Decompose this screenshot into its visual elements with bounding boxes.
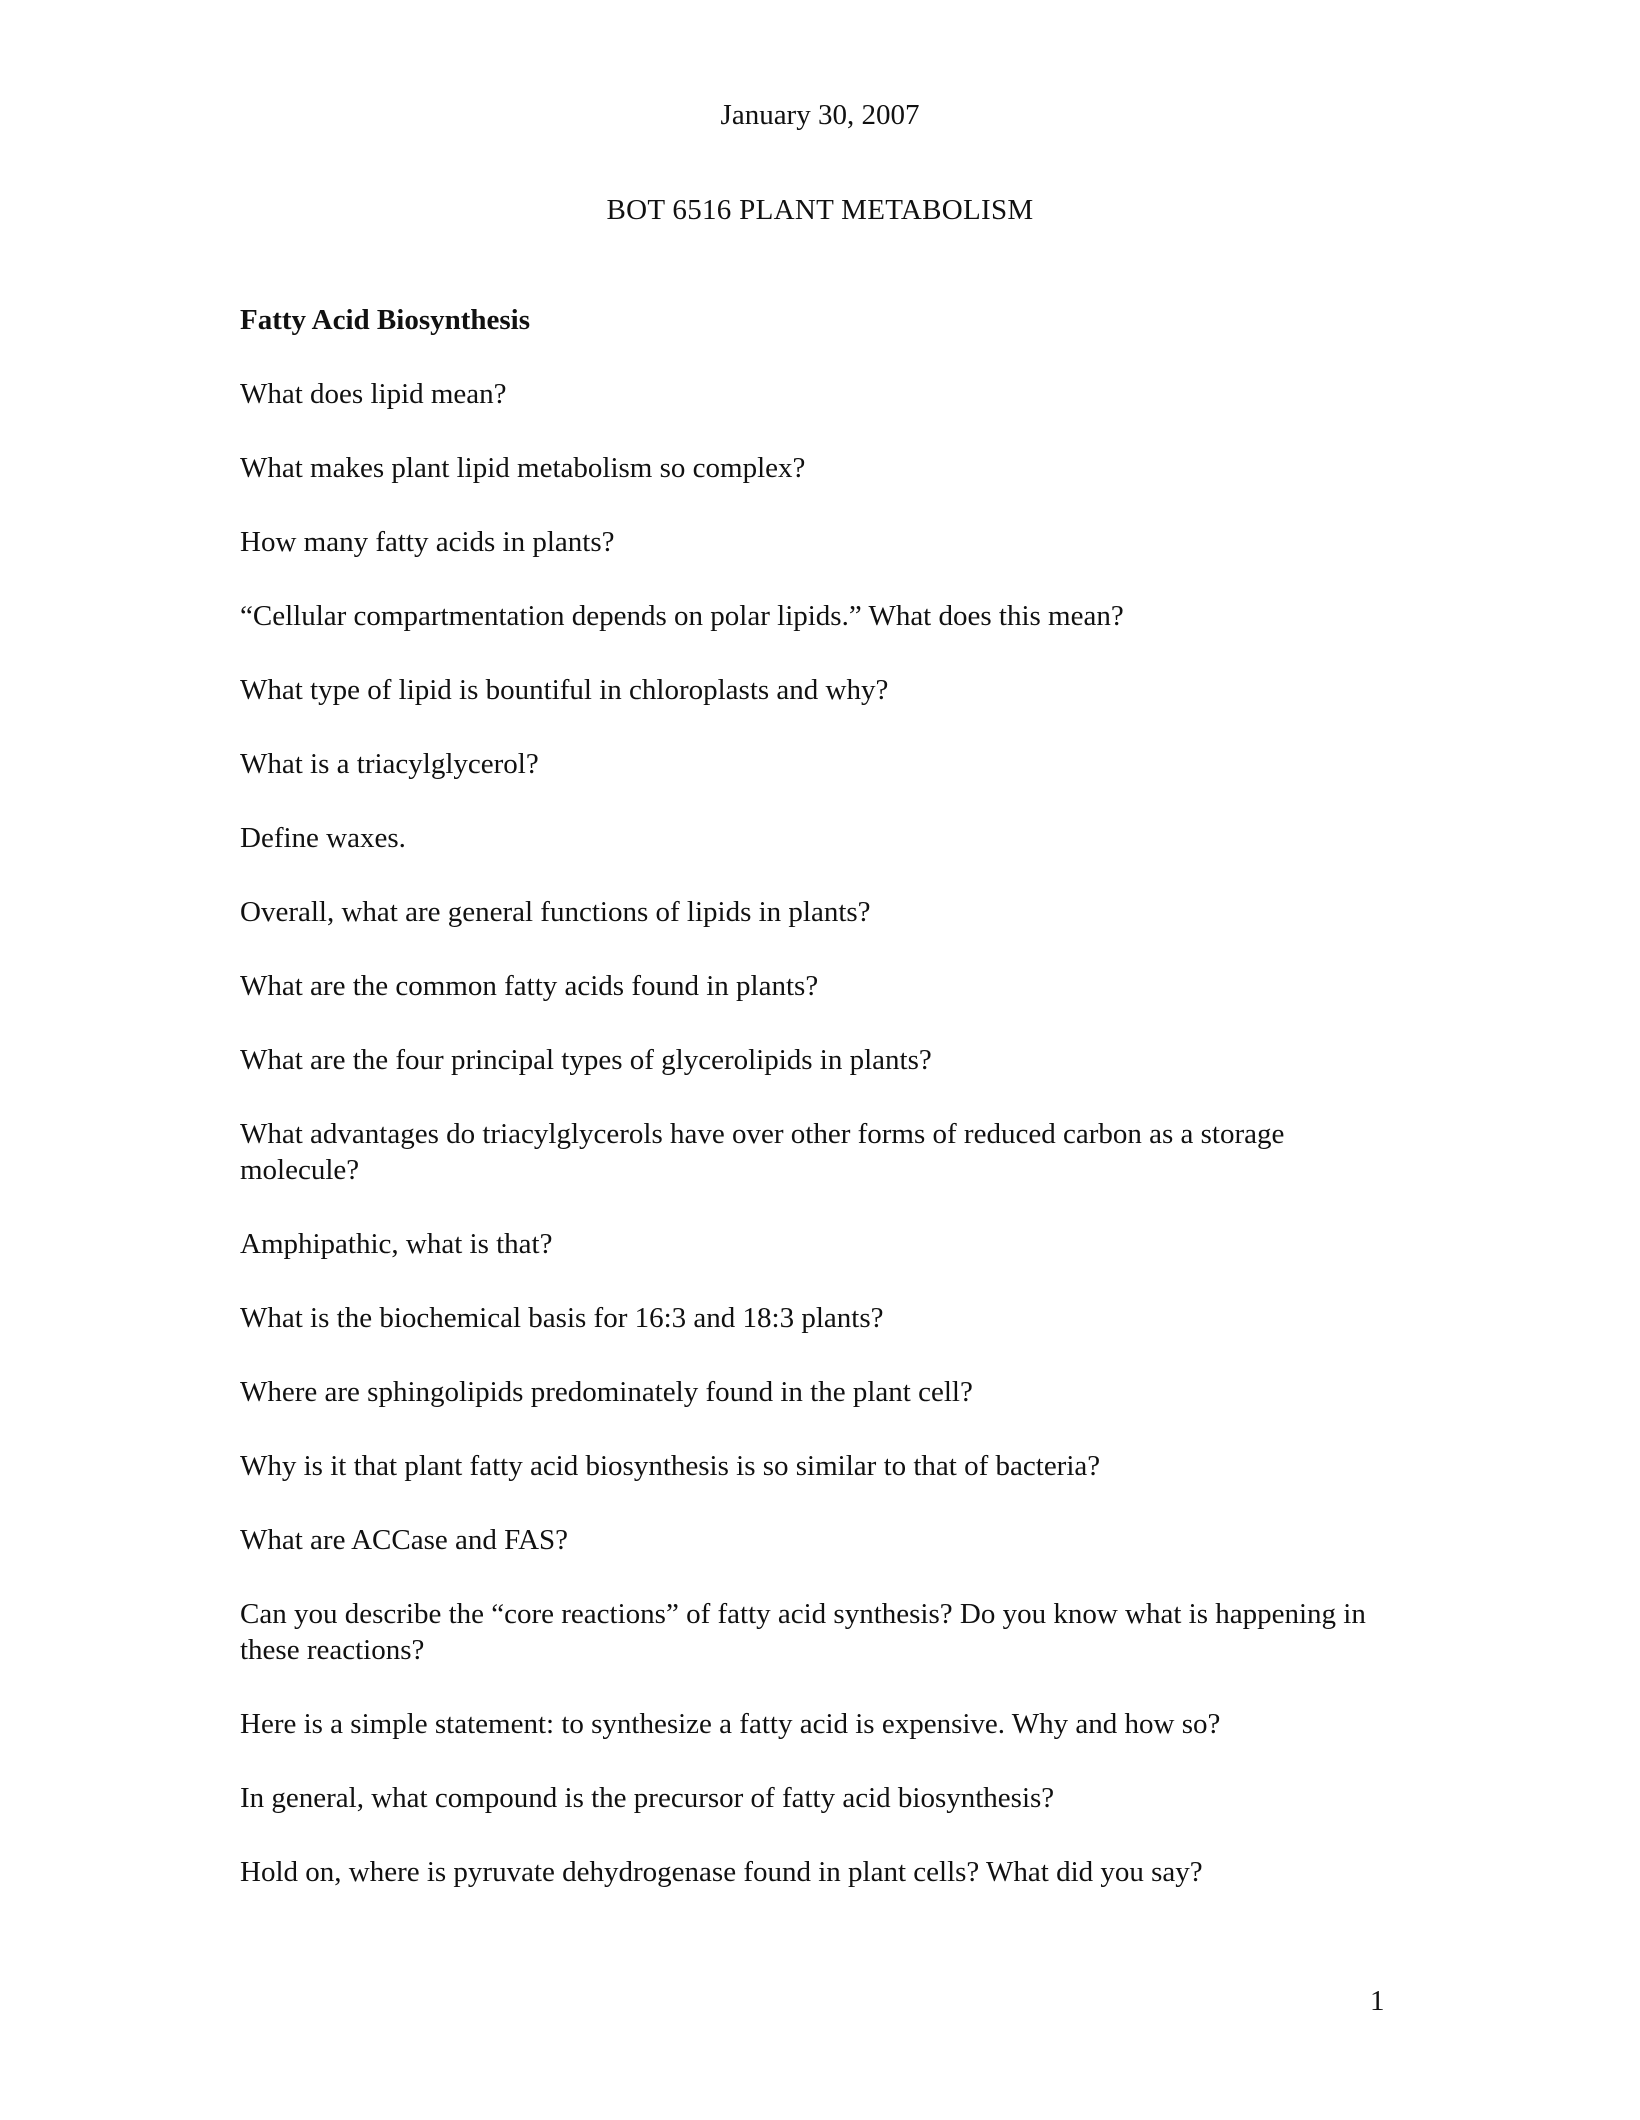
question-item: Why is it that plant fatty acid biosynthesis is so similar to that of bacteria? [240, 1450, 1101, 1482]
question-item: What type of lipid is bountiful in chloroplasts and why? [240, 674, 889, 706]
page-number: 1 [1370, 1985, 1385, 2017]
question-item: What are ACCase and FAS? [240, 1524, 569, 1556]
question-item: Overall, what are general functions of lipids in plants? [240, 896, 871, 928]
question-item: Define waxes. [240, 822, 406, 854]
question-item: What are the common fatty acids found in plants? [240, 970, 819, 1002]
question-item: What is a triacylglycerol? [240, 748, 539, 780]
question-item: Can you describe the “core reactions” of fatty acid synthesis? Do you know what is happening in these reactions? [240, 1598, 1366, 1666]
question-item: What advantages do triacylglycerols have over other forms of reduced carbon as a storage molecule? [240, 1118, 1285, 1186]
question-item: Where are sphingolipids predominately found in the plant cell? [240, 1376, 973, 1408]
question-item: What does lipid mean? [240, 378, 507, 410]
question-item: What is the biochemical basis for 16:3 and 18:3 plants? [240, 1302, 884, 1334]
question-item: What are the four principal types of glycerolipids in plants? [240, 1044, 932, 1076]
question-item: Hold on, where is pyruvate dehydrogenase found in plant cells? What did you say? [240, 1856, 1203, 1888]
question-list [240, 302, 1390, 1928]
question-item: “Cellular compartmentation depends on polar lipids.” What does this mean? [240, 600, 1124, 632]
question-item: In general, what compound is the precursor of fatty acid biosynthesis? [240, 1782, 1055, 1814]
section-heading: Fatty Acid Biosynthesis [240, 304, 531, 336]
question-item: How many fatty acids in plants? [240, 526, 615, 558]
question-item: Amphipathic, what is that? [240, 1228, 553, 1260]
question-item: What makes plant lipid metabolism so complex? [240, 452, 806, 484]
document-date: January 30, 2007 [720, 99, 920, 131]
course-title: BOT 6516 PLANT METABOLISM [606, 194, 1034, 226]
question-item: Here is a simple statement: to synthesize a fatty acid is expensive. Why and how so? [240, 1708, 1221, 1740]
